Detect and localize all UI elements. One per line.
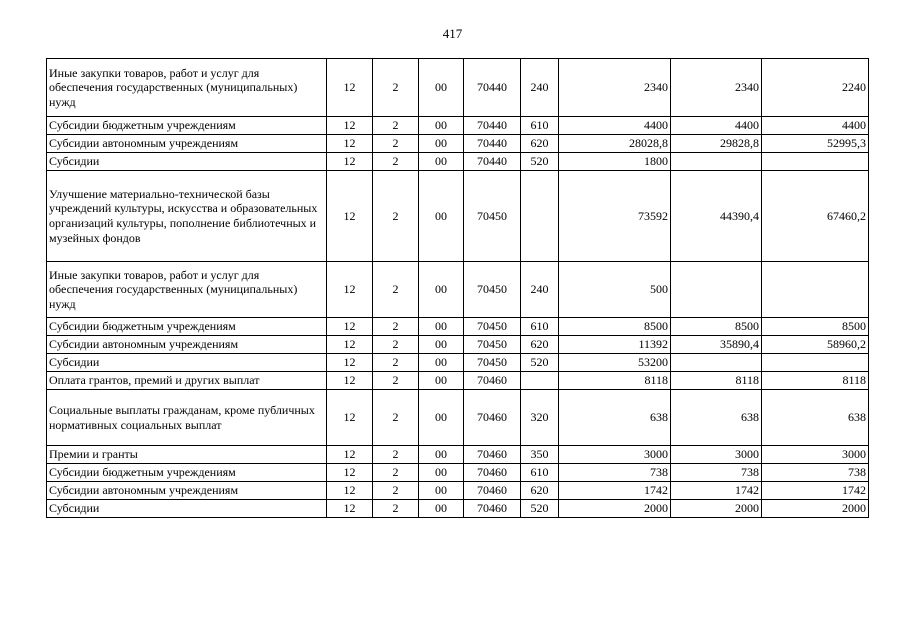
value-year-3: 67460,2 [762, 171, 869, 262]
code-section: 12 [327, 117, 373, 135]
value-year-3: 8118 [762, 372, 869, 390]
value-year-3 [762, 153, 869, 171]
code-expense-type: 240 [521, 262, 559, 318]
code-subsection: 2 [373, 372, 419, 390]
code-expense-type: 520 [521, 153, 559, 171]
code-article: 70440 [464, 135, 521, 153]
row-name: Субсидии автономным учреждениям [47, 336, 327, 354]
code-article: 70460 [464, 390, 521, 446]
code-program: 00 [419, 153, 464, 171]
value-year-1: 8500 [559, 318, 671, 336]
row-name: Субсидии бюджетным учреждениям [47, 117, 327, 135]
code-subsection: 2 [373, 135, 419, 153]
value-year-3 [762, 262, 869, 318]
code-section: 12 [327, 482, 373, 500]
row-name: Иные закупки товаров, работ и услуг для обеспечения государственных (муниципальных) нужд [47, 59, 327, 117]
row-name: Субсидии [47, 354, 327, 372]
value-year-2: 8118 [671, 372, 762, 390]
code-section: 12 [327, 372, 373, 390]
value-year-1: 738 [559, 464, 671, 482]
value-year-1: 73592 [559, 171, 671, 262]
table-row [47, 354, 869, 372]
value-year-1: 638 [559, 390, 671, 446]
code-program: 00 [419, 500, 464, 518]
value-year-1: 8118 [559, 372, 671, 390]
code-program: 00 [419, 262, 464, 318]
code-program: 00 [419, 464, 464, 482]
code-article: 70450 [464, 171, 521, 262]
value-year-2: 3000 [671, 446, 762, 464]
code-program: 00 [419, 354, 464, 372]
code-section: 12 [327, 464, 373, 482]
table-row [47, 336, 869, 354]
code-article: 70460 [464, 464, 521, 482]
table-row [47, 446, 869, 464]
table-row [47, 500, 869, 518]
value-year-2 [671, 153, 762, 171]
code-section: 12 [327, 153, 373, 171]
code-program: 00 [419, 59, 464, 117]
value-year-3: 738 [762, 464, 869, 482]
code-expense-type [521, 171, 559, 262]
row-name: Премии и гранты [47, 446, 327, 464]
code-section: 12 [327, 171, 373, 262]
code-expense-type: 610 [521, 464, 559, 482]
value-year-2: 2000 [671, 500, 762, 518]
value-year-3: 58960,2 [762, 336, 869, 354]
code-program: 00 [419, 336, 464, 354]
value-year-1: 1742 [559, 482, 671, 500]
code-section: 12 [327, 318, 373, 336]
value-year-2: 29828,8 [671, 135, 762, 153]
value-year-2: 35890,4 [671, 336, 762, 354]
code-subsection: 2 [373, 336, 419, 354]
row-name: Оплата грантов, премий и других выплат [47, 372, 327, 390]
table-row [47, 390, 869, 446]
value-year-1: 53200 [559, 354, 671, 372]
value-year-2: 4400 [671, 117, 762, 135]
table-row [47, 482, 869, 500]
code-subsection: 2 [373, 390, 419, 446]
row-name: Субсидии [47, 153, 327, 171]
code-expense-type: 620 [521, 482, 559, 500]
value-year-1: 500 [559, 262, 671, 318]
row-name: Иные закупки товаров, работ и услуг для обеспечения государственных (муниципальных) нужд [47, 262, 327, 318]
page-number: 417 [442, 26, 463, 41]
code-subsection: 2 [373, 59, 419, 117]
row-name: Социальные выплаты гражданам, кроме публичных нормативных социальных выплат [47, 390, 327, 446]
value-year-3: 2240 [762, 59, 869, 117]
value-year-1: 28028,8 [559, 135, 671, 153]
code-section: 12 [327, 59, 373, 117]
code-program: 00 [419, 372, 464, 390]
value-year-3: 52995,3 [762, 135, 869, 153]
value-year-2: 738 [671, 464, 762, 482]
code-expense-type: 520 [521, 354, 559, 372]
value-year-3: 2000 [762, 500, 869, 518]
value-year-2: 8500 [671, 318, 762, 336]
code-expense-type: 350 [521, 446, 559, 464]
table-row [47, 318, 869, 336]
code-expense-type: 320 [521, 390, 559, 446]
code-expense-type: 620 [521, 135, 559, 153]
value-year-3: 3000 [762, 446, 869, 464]
code-article: 70440 [464, 153, 521, 171]
budget-table [46, 58, 869, 518]
value-year-2: 44390,4 [671, 171, 762, 262]
row-name: Субсидии [47, 500, 327, 518]
row-name: Субсидии бюджетным учреждениям [47, 318, 327, 336]
value-year-1: 1800 [559, 153, 671, 171]
code-section: 12 [327, 446, 373, 464]
code-section: 12 [327, 336, 373, 354]
value-year-1: 11392 [559, 336, 671, 354]
code-subsection: 2 [373, 117, 419, 135]
code-article: 70450 [464, 318, 521, 336]
code-subsection: 2 [373, 446, 419, 464]
code-program: 00 [419, 117, 464, 135]
value-year-2 [671, 354, 762, 372]
value-year-1: 3000 [559, 446, 671, 464]
code-section: 12 [327, 262, 373, 318]
value-year-2 [671, 262, 762, 318]
table-row [47, 117, 869, 135]
code-expense-type: 520 [521, 500, 559, 518]
code-section: 12 [327, 390, 373, 446]
code-expense-type: 620 [521, 336, 559, 354]
code-expense-type [521, 372, 559, 390]
code-article: 70450 [464, 354, 521, 372]
code-article: 70450 [464, 262, 521, 318]
code-program: 00 [419, 482, 464, 500]
code-article: 70460 [464, 500, 521, 518]
row-name: Субсидии автономным учреждениям [47, 135, 327, 153]
code-article: 70440 [464, 117, 521, 135]
value-year-3: 8500 [762, 318, 869, 336]
code-subsection: 2 [373, 354, 419, 372]
row-name: Субсидии автономным учреждениям [47, 482, 327, 500]
code-subsection: 2 [373, 500, 419, 518]
code-program: 00 [419, 171, 464, 262]
value-year-3: 4400 [762, 117, 869, 135]
code-expense-type: 240 [521, 59, 559, 117]
code-section: 12 [327, 354, 373, 372]
table-row [47, 135, 869, 153]
value-year-2: 2340 [671, 59, 762, 117]
value-year-2: 1742 [671, 482, 762, 500]
code-subsection: 2 [373, 171, 419, 262]
code-article: 70460 [464, 482, 521, 500]
code-subsection: 2 [373, 464, 419, 482]
code-section: 12 [327, 135, 373, 153]
code-section: 12 [327, 500, 373, 518]
table-row [47, 262, 869, 318]
row-name: Субсидии бюджетным учреждениям [47, 464, 327, 482]
code-program: 00 [419, 318, 464, 336]
code-expense-type: 610 [521, 318, 559, 336]
table-row [47, 59, 869, 117]
table-row [47, 372, 869, 390]
code-subsection: 2 [373, 262, 419, 318]
code-article: 70440 [464, 59, 521, 117]
code-article: 70450 [464, 336, 521, 354]
code-program: 00 [419, 390, 464, 446]
table-row [47, 153, 869, 171]
code-article: 70460 [464, 372, 521, 390]
table-row [47, 171, 869, 262]
code-subsection: 2 [373, 318, 419, 336]
row-name: Улучшение материально-технической базы учреждений культуры, искусства и образовательных организаций культуры, пополнение библиотечных и музейных фондов [47, 171, 327, 262]
code-program: 00 [419, 135, 464, 153]
value-year-1: 4400 [559, 117, 671, 135]
value-year-2: 638 [671, 390, 762, 446]
table-row [47, 464, 869, 482]
code-article: 70460 [464, 446, 521, 464]
value-year-1: 2000 [559, 500, 671, 518]
value-year-3: 1742 [762, 482, 869, 500]
value-year-3 [762, 354, 869, 372]
value-year-1: 2340 [559, 59, 671, 117]
value-year-3: 638 [762, 390, 869, 446]
code-expense-type: 610 [521, 117, 559, 135]
code-subsection: 2 [373, 482, 419, 500]
code-program: 00 [419, 446, 464, 464]
code-subsection: 2 [373, 153, 419, 171]
